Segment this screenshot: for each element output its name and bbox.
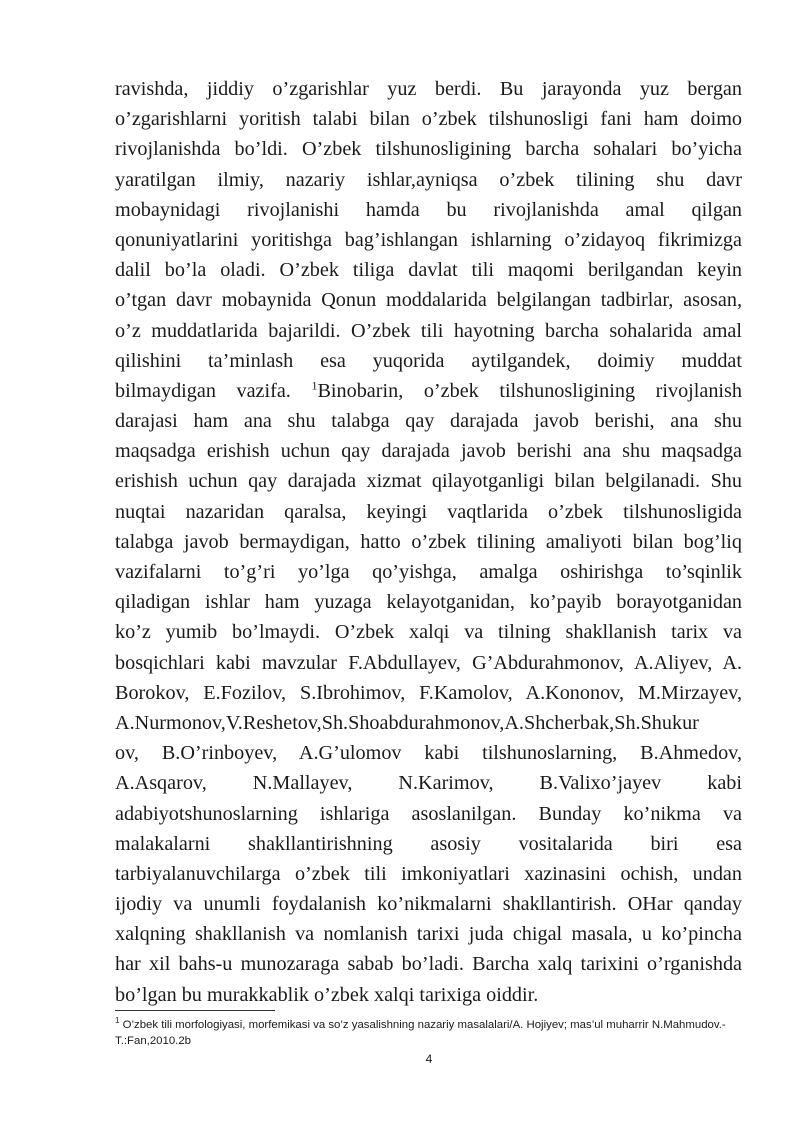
body-line: ko’z yumib bo’lmaydi. O’zbek xalqi va tilning shakllanish tarix va [115,621,742,644]
line-segment: bilmaydigan vazifa. [115,379,312,402]
body-line: Borokov, E.Fozilov, S.Ibrohimov, F.Kamolov, A.Kononov, M.Mirzayev, [115,681,742,704]
body-line: maqsadga erishish uchun qay darajada javob berishi ana shu maqsadga [115,440,742,463]
body-line: bosqichlari kabi mavzular F.Abdullayev, G’Abdurahmonov, A.Aliyev, A. [115,651,742,674]
footnote [115,1017,742,1049]
footnote-reference: 1 [311,378,318,393]
body-line: tarbiyalanuvchilarga o’zbek tili imkoniyatlari xazinasini ochish, undan [115,862,742,885]
footnote-separator [115,1010,275,1011]
body-line: erishish uchun qay darajada xizmat qilayotganligi bilan belgilanadi. Shu [115,470,742,493]
body-line: yaratilgan ilmiy, nazariy ishlar,ayniqsa o’zbek tilining shu davr [115,168,742,191]
body-line: qiladigan ishlar ham yuzaga kelayotganidan, ko’payib borayotganidan [115,591,742,614]
body-line: talabga javob bermaydigan, hatto o’zbek tilining amaliyoti bilan bog’liq [115,530,742,553]
body-line: adabiyotshunoslarning ishlariga asoslanilgan. Bunday ko’nikma va [115,802,742,825]
body-line: o’zgarishlarni yoritish talabi bilan o’zbek tilshunosligi fani ham doimo [115,108,742,131]
body-line: A.Asqarov, N.Mallayev, N.Karimov, B.Valixo’jayev kabi [115,772,742,795]
body-line: rivojlanishda bo’ldi. O’zbek tilshunosligining barcha sohalari bo’yicha [115,138,742,161]
body-line: malakalarni shakllantirishning asosiy vositalarida biri esa [115,832,742,855]
body-line: vazifalarni to’g’ri yo’lga qo’yishga, amalga oshirishga to’sqinlik [115,561,742,583]
page-number: 4 [425,1052,433,1066]
body-text [115,74,742,1010]
footnote-text: O’zbek tili morfologiyasi, morfemikasi va so’z yasalishning nazariy masalalari/A. Hojiyev; mas’ul muharrir N.Mahmudov.-T.:Fan,2010.2b [115,1019,726,1047]
body-line: qonuniyatlarini yoritishga bag’ishlangan ishlarning o’zidayoq fikrimizga [115,228,742,251]
body-line: nuqtai nazaridan qaralsa, keyingi vaqtlarida o’zbek tilshunosligida [115,500,742,523]
body-line: dalil bo’la oladi. O’zbek tiliga davlat tili maqomi berilgandan keyin [115,259,742,282]
body-line: xalqning shakllanish va nomlanish tarixi juda chigal masala, u ko’pincha [115,923,742,946]
body-line: A.Nurmonov,V.Reshetov,Sh.Shoabdurahmonov,A.Shcherbak,Sh.Shukur [115,711,699,734]
body-line: darajasi ham ana shu talabga qay darajada javob berishi, ana shu [115,410,742,433]
body-line: o’z muddatlarida bajarildi. O’zbek tili hayotning barcha sohalarida amal [115,319,742,342]
body-line: qilishini ta’minlash esa yuqorida aytilgandek, doimiy muddat [115,349,742,372]
body-line [115,376,742,406]
body-line: har xil bahs-u munozaraga sabab bo’ladi. Barcha xalq tarixini o’rganishda [115,953,742,976]
body-line: ijodiy va unumli foydalanish ko’nikmalarni shakllantirish. OHar qanday [115,893,742,916]
body-line: ravishda, jiddiy o’zgarishlar yuz berdi. Bu jarayonda yuz bergan [115,78,742,100]
line-segment: Binobarin, o’zbek tilshunosligining rivojlanish [317,379,742,402]
body-line: ov, B.O’rinboyev, A.G’ulomov kabi tilshunoslarning, B.Ahmedov, [115,742,742,765]
body-line: mobaynidagi rivojlanishi hamda bu rivojlanishda amal qilgan [115,198,742,221]
footnote-mark: 1 [115,1016,120,1026]
body-line: bo’lgan bu murakkablik o’zbek xalqi tarixiga oiddir. [115,983,539,1006]
body-line: o’tgan davr mobaynida Qonun moddalarida belgilangan tadbirlar, asosan, [115,289,742,312]
